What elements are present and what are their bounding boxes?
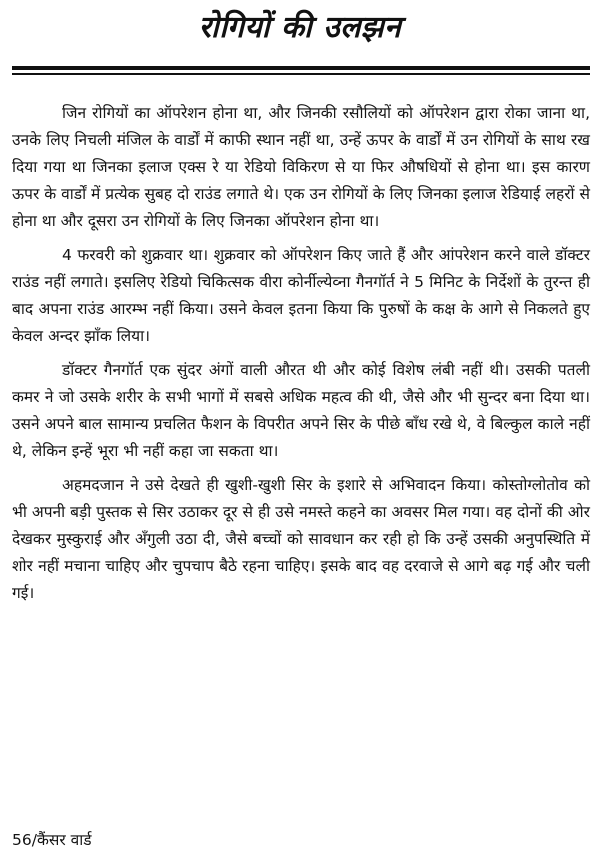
chapter-title: रोगियों की उलझन: [198, 10, 402, 45]
title-rule-thin: [12, 73, 590, 75]
chapter-body: [12, 100, 590, 614]
paragraph-1: जिन रोगियों का ऑपरेशन होना था, और जिनकी रसौलियों को ऑपरेशन द्वारा रोका जाना था, उनके लिए निचली मंजिल के वार्डों में काफी स्थान नहीं था, उन्हें ऊपर के वार्डों में उन रोगियों के साथ रख दिया गया था जिनका इलाज एक्स रे या रेडियो विकिरण से या फिर औषधियों से होना था। इस कारण ऊपर के वार्डों में प्रत्येक सुबह दो राउंड लगाते थे। एक उन रोगियों के लिए जिनका इलाज रेडियाई लहरों से होना था और दूसरा उन रोगियों के लिए जिनका ऑपरेशन होना था।: [12, 104, 590, 230]
paragraph-4: अहमदजान ने उसे देखते ही खुशी-खुशी सिर के इशारे से अभिवादन किया। कोस्तोग्लोतोव को भी अपनी बड़ी पुस्तक से सिर उठाकर दूर से ही उसे नमस्ते कहने का अवसर मिल गया। वह दोनों की ओर देखकर मुस्कुराई और अँगुली उठा दी, जैसे बच्चों को सावधान कर रही हो कि उन्हें उसकी अनुपस्थिति में शोर नहीं मचाना चाहिए और चुपचाप बैठे रहना चाहिए। इसके बाद वह दरवाजे से आगे बढ़ गई और चली गई।: [12, 476, 590, 602]
page-footer: 56/कैंसर वार्ड: [12, 831, 92, 849]
title-rule-thick: [12, 66, 590, 70]
paragraph-3: डॉक्टर गैनगॉर्त एक सुंदर अंगों वाली औरत थी और कोई विशेष लंबी नहीं थी। उसकी पतली कमर ने जो उसके शरीर के सभी भागों में सबसे अधिक महत्व की थी, जैसे और भी सुन्दर बना दिया था। उसने अपने बाल सामान्य प्रचलित फैशन के विपरीत अपने सिर के पीछे बाँध रखे थे, वे बिल्कुल काले नहीं थे, लेकिन इन्हें भूरा भी नहीं कहा जा सकता था।: [12, 361, 590, 460]
paragraph-2: 4 फरवरी को शुक्रवार था। शुक्रवार को ऑपरेशन किए जाते हैं और आंपरेशन करने वाले डॉक्टर राउंड नहीं लगाते। इसलिए रेडियो चिकित्सक वीरा कोर्नील्येव्ना गैनगॉर्त ने 5 मिनिट के निर्देशों के तुरन्त ही बाद अपना राउंड आरम्भ नहीं किया। उसने केवल इतना किया कि पुरुषों के कक्ष के आगे से निकलते हुए केवल अन्दर झाँक लिया।: [12, 246, 590, 345]
